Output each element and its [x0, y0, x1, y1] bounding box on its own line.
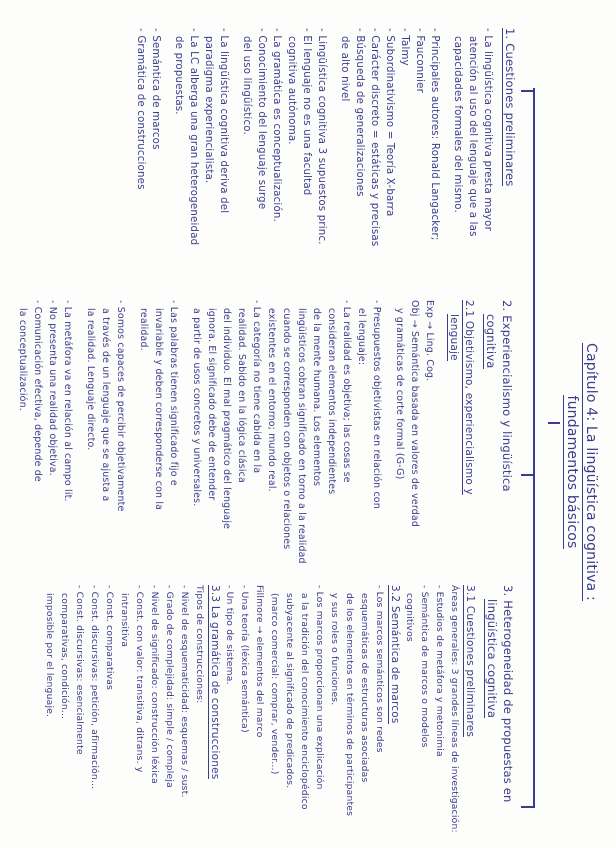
- note-line: existentes en el entorno; mundo real.: [266, 308, 277, 492]
- note-line: - La categoría no tiene cabida en la: [251, 300, 262, 474]
- note-line: - La gramática es conceptualización.: [271, 28, 282, 222]
- note-line: realidad. Sabido en la lógica clásica: [236, 308, 247, 483]
- note-line: cognitiva autónoma.: [286, 36, 297, 145]
- rule-tick-1: [521, 90, 534, 92]
- title-line-1: Capítulo 4: La lingüística cognitiva :: [583, 343, 599, 601]
- section-1-heading: 1. Cuestiones preliminares: [503, 28, 517, 187]
- note-line: de la mente humana. Los elementos: [311, 308, 322, 487]
- note-line: invariable y deben corresponderse con la: [153, 308, 164, 511]
- note-line: - Los marcos proporcionan una explicación: [314, 585, 325, 790]
- section-2-lines: [15, 300, 437, 580]
- note-line: realidad.: [138, 308, 149, 351]
- note-line: - La lingüística cognitiva deriva del: [218, 28, 229, 214]
- note-line: - Carácter discreto = estáticas y precisas: [369, 28, 380, 247]
- note-line: - Lingüística cognitiva 3 supuestos princ.: [316, 28, 327, 245]
- note-line: a partir de usos concretos y universales.: [191, 308, 202, 507]
- note-line: - Talmy: [399, 28, 410, 66]
- section-2-heading: 2. Experiencialismo y lingüística cognitiva: [484, 300, 514, 492]
- note-line: [384, 300, 392, 580]
- note-line: - Búsqueda de generalizaciones: [354, 28, 365, 197]
- note-line: Áreas generales: 3 grandes líneas de investigación:: [449, 585, 460, 833]
- note-line: lingüísticos cobran significado en torno a la realidad: [296, 308, 307, 564]
- note-line: [329, 28, 337, 318]
- note-line: [163, 28, 171, 318]
- note-line: - La LC alberga una gran heterogeneidad: [188, 28, 199, 246]
- note-line: - La metáfora va en relación al campo lit.: [62, 300, 73, 502]
- note-line: - Nivel de significado: construcción léxica: [149, 585, 160, 784]
- note-line: - Semántica de marcos: [150, 28, 161, 150]
- note-line: de propuestas.: [173, 36, 184, 115]
- rule-tick-2: [521, 474, 534, 476]
- note-line: - Comunicación efectiva, depende de: [32, 300, 43, 482]
- note-line: y gramáticas de corte formal (G-G): [394, 308, 405, 480]
- note-line: - Const. comparativas: [104, 585, 115, 691]
- title-connector: [548, 422, 560, 424]
- note-line: - Grado de complejidad: simple / compleja: [164, 585, 175, 788]
- note-line: consideran elementos independientes: [326, 308, 337, 495]
- note-line: Tipos de construcciones:: [194, 585, 205, 704]
- note-line: - La lingüística cognitiva presta mayor: [482, 28, 493, 231]
- note-line: - Gramática de construcciones: [135, 28, 146, 190]
- note-line: de los elementos en términos de participantes: [344, 593, 355, 817]
- note-line: imposible por el lenguaje.: [44, 593, 55, 718]
- note-line: intransitiva: [119, 593, 130, 648]
- note-line: - Nivel de esquematicidad: esquemas / sust.: [179, 585, 190, 798]
- note-line: de alto nivel: [339, 36, 350, 102]
- note-line: - Las palabras tienen significado fijo e: [168, 300, 179, 486]
- rule-tick-3: [521, 806, 534, 808]
- note-line: del individuo. El mal pragmático del lenguaje: [221, 308, 232, 530]
- section-rule: [533, 88, 535, 808]
- note-line: paradigma experiencialista.: [203, 36, 214, 184]
- subsection-2-1-heading: 2.1 Objetivismo, experiencialismo y lenguaje: [448, 300, 475, 495]
- note-line: a través de un lenguaje que se ajusta a: [100, 308, 111, 502]
- note-line: - Semántica de marcos o modelos: [419, 585, 430, 748]
- subsection-3-2-heading: 3.2 Semántica de marcos: [389, 585, 401, 724]
- note-line: capacidades formales del mismo.: [452, 36, 463, 213]
- note-line: - Somos capaces de percibir objetivamente: [115, 300, 126, 512]
- note-line: del uso lingüístico.: [241, 36, 252, 135]
- subsection-3-2-lines: [222, 585, 387, 847]
- note-line: cognitivos: [404, 593, 415, 642]
- section-3: [42, 585, 516, 847]
- note-line: Exp → Ling. Cog.: [424, 300, 435, 382]
- subsection-3-3-lines: [42, 585, 207, 847]
- note-line: [442, 28, 450, 318]
- note-line: la realidad. Lenguaje directo.: [85, 308, 96, 451]
- note-line: - El lenguaje no es una facultad: [301, 28, 312, 196]
- note-line: - Const. discursivas: esencialmente: [74, 585, 85, 755]
- note-line: [231, 28, 239, 318]
- note-line: (marco comercial: comprar, vender...): [269, 593, 280, 775]
- note-line: - No presenta una realidad objetiva.: [47, 300, 58, 476]
- note-line: atención al uso del lenguaje que a las: [467, 36, 478, 237]
- note-line: - Fauconnier: [414, 28, 425, 93]
- note-line: esquemáticas de estructuras asociadas: [359, 593, 370, 783]
- note-line: cuando se corresponden con objetos o relaciones: [281, 308, 292, 550]
- note-line: - Presupuestos objetivistas en relación con: [371, 300, 382, 509]
- note-line: - La realidad es objetiva; las cosas se: [341, 300, 352, 483]
- section-3-heading: 3. Heterogeneidad de propuestas en lingüística cognitiva: [485, 585, 515, 803]
- note-line: el lenguaje:: [356, 308, 367, 366]
- note-line: la conceptualización.: [17, 308, 28, 411]
- note-line: - Los marcos semánticos son redes: [374, 585, 385, 753]
- note-line: Fillmore → elementos del marco: [254, 585, 265, 738]
- chapter-title: [562, 262, 600, 682]
- note-line: - Un tipo de sistema.: [224, 585, 235, 685]
- note-line: - Estudios de metáfora y metonimia: [434, 585, 445, 757]
- title-line-2: fundamentos básicos: [564, 395, 580, 549]
- note-line: [181, 300, 189, 580]
- subsection-3-3-heading: 3.3 La gramática de construcciones: [209, 585, 221, 780]
- note-line: - Principales autores: Ronald Langacker;: [429, 28, 440, 241]
- note-line: - Const. con valor: transitiva, ditrans. y: [134, 585, 145, 773]
- note-line: - Subordinativismo = Teoría X-barra: [384, 28, 395, 217]
- section-1-lines: [133, 28, 495, 318]
- note-line: subyacente al significado de predicados.: [284, 593, 295, 789]
- note-line: ignora. El significado debe de entender: [206, 308, 217, 501]
- subsection-3-1-lines: [402, 585, 462, 847]
- note-line: [75, 300, 83, 580]
- note-line: - Una teoría (léxica semántica): [239, 585, 250, 733]
- note-line: - Conocimiento del lenguaje surge: [256, 28, 267, 210]
- note-line: - Const. discursivas: petición, afirmación...: [89, 585, 100, 790]
- section-1: [133, 28, 518, 318]
- note-line: a la tradición del conocimiento enciclopédico: [299, 593, 310, 810]
- note-line: [128, 300, 136, 580]
- note-line: y sus roles o funciones.: [329, 593, 340, 706]
- subsection-3-1-heading: 3.1 Cuestiones preliminares: [464, 585, 476, 738]
- section-2: [15, 300, 515, 580]
- note-line: comparativas, condición...: [59, 593, 70, 720]
- note-line: Obj → Semántica basada en valores de verdad: [409, 300, 420, 528]
